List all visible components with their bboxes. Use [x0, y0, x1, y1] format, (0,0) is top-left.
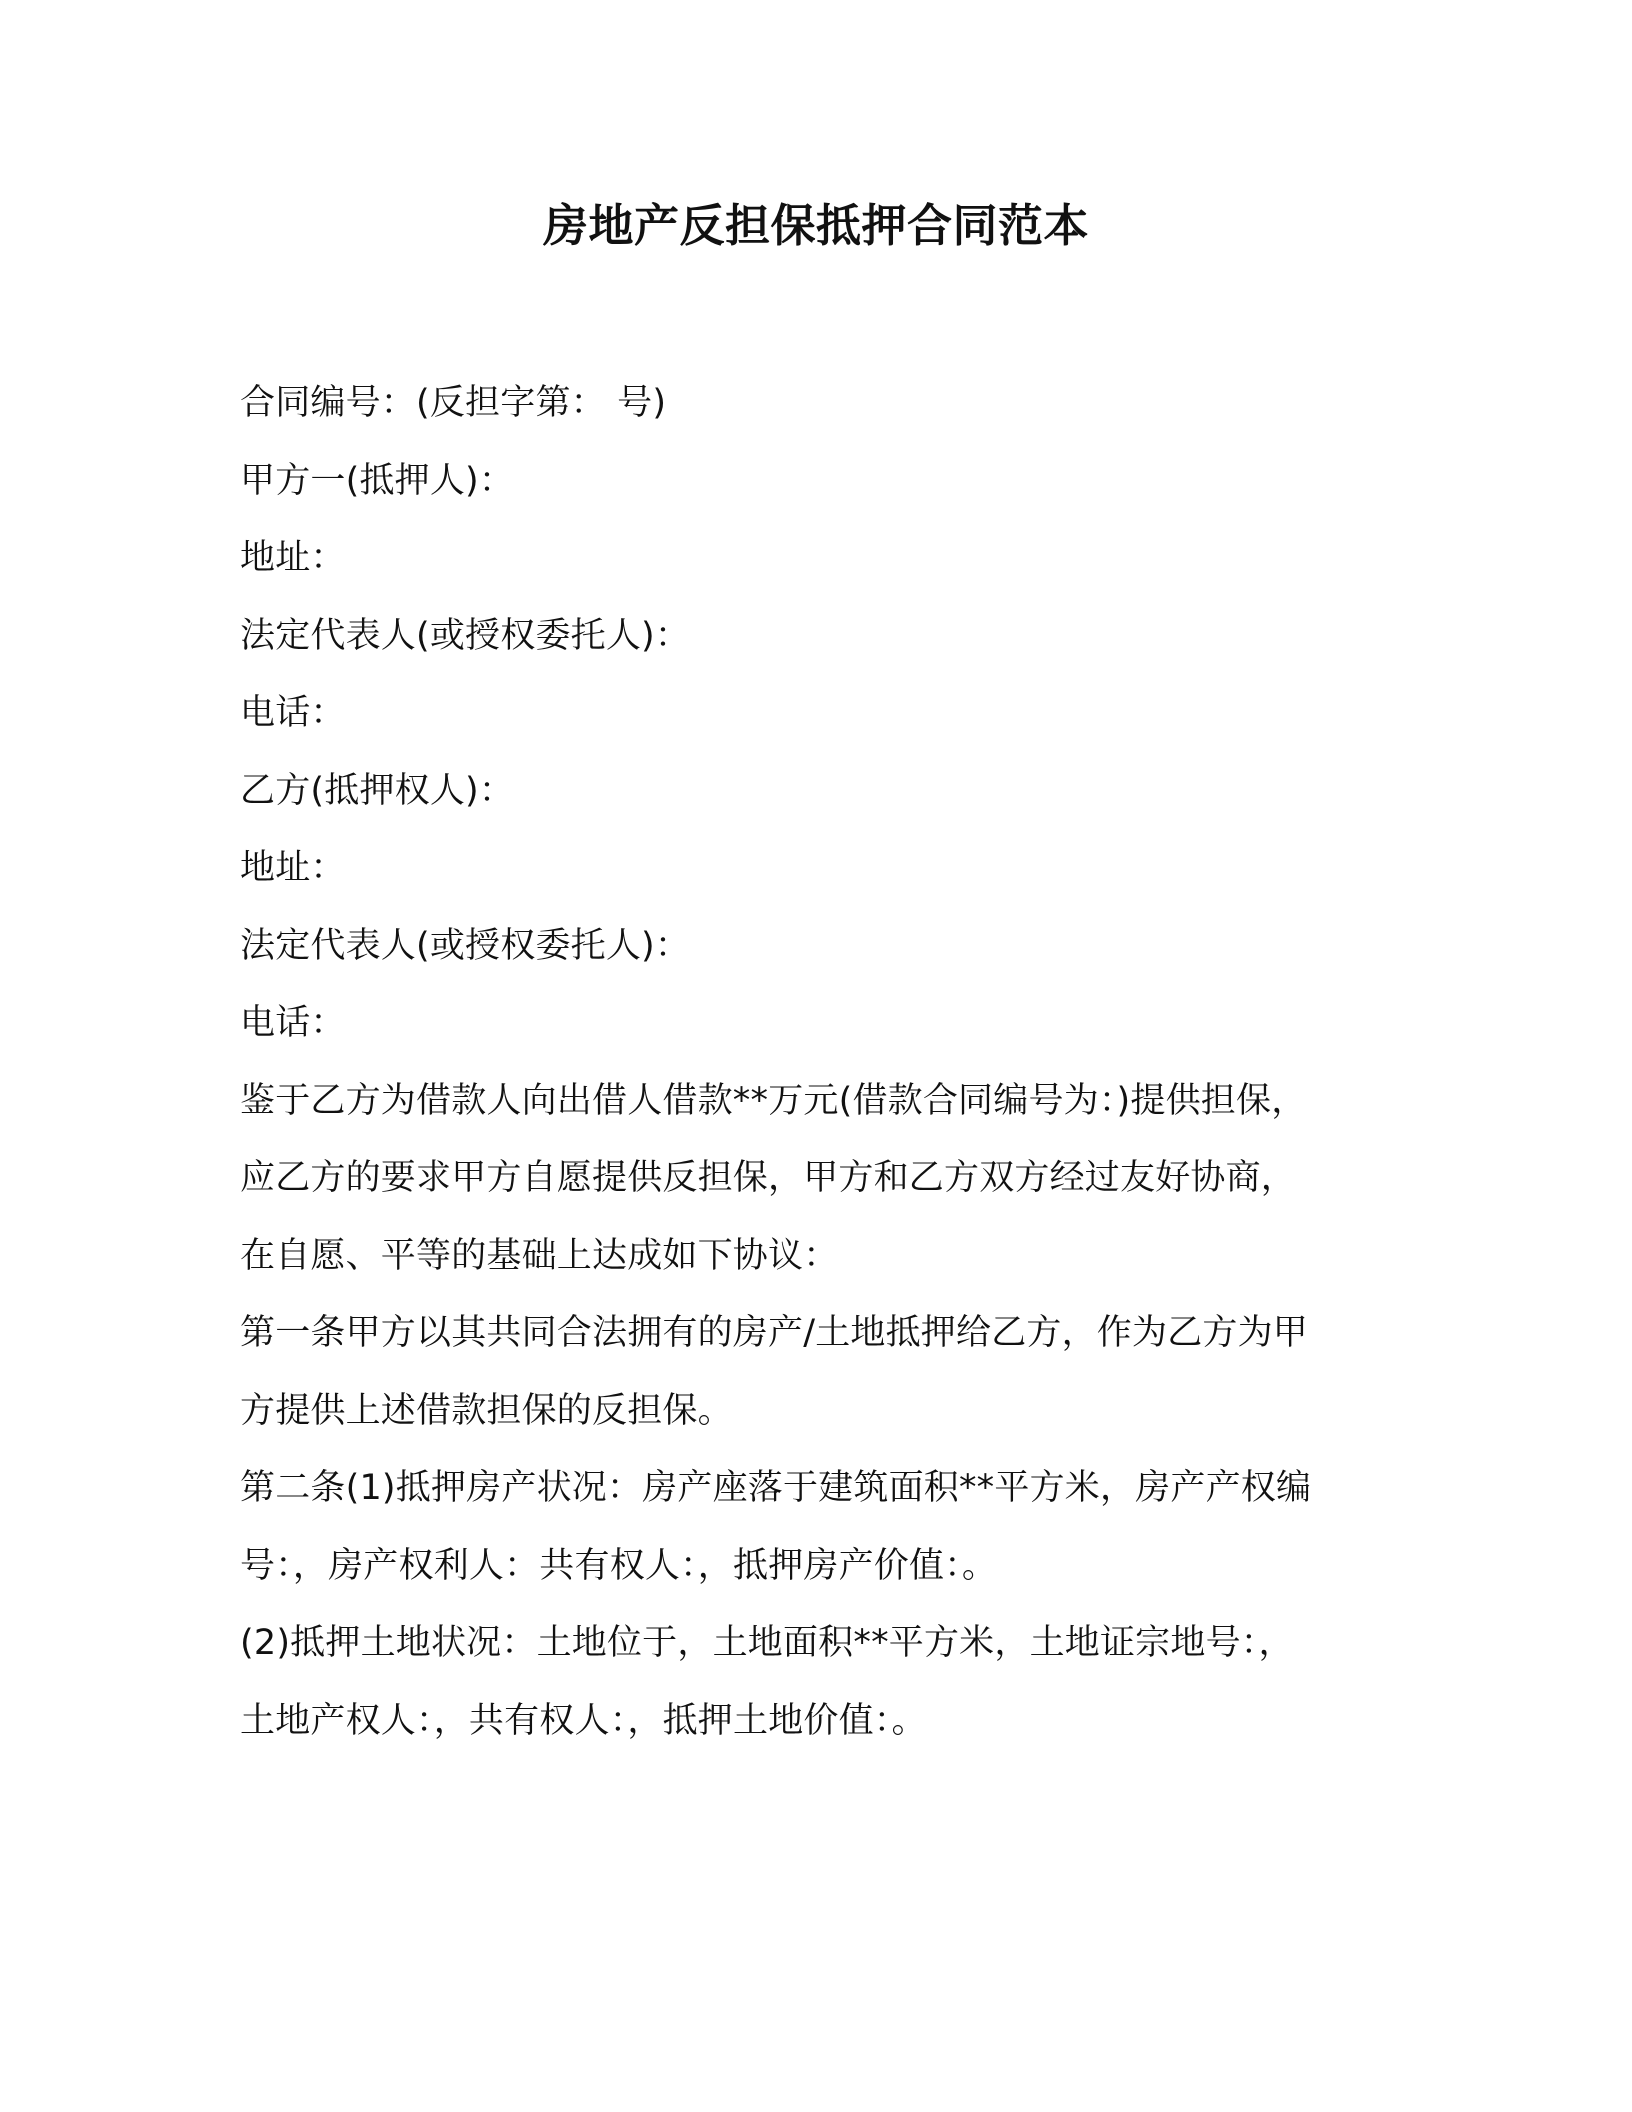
party-a-phone-line: 电话： — [240, 693, 346, 733]
party-b-phone-line: 电话： — [240, 1003, 346, 1043]
contract-number-line: 合同编号：(反担字第： 号) — [240, 383, 667, 423]
party-b-address-line: 地址： — [240, 848, 346, 888]
party-b-representative-line: 法定代表人(或授权委托人)： — [240, 925, 691, 966]
preamble-line-2: 应乙方的要求甲方自愿提供反担保，甲方和乙方双方经过友好协商， — [240, 1158, 1297, 1198]
document-body — [240, 365, 1410, 1760]
article-2-line-1: 第二条(1)抵押房产状况：房产座落于建筑面积**平方米，房产产权编 — [240, 1468, 1312, 1508]
article-2-line-4: 土地产权人：，共有权人：，抵押土地价值：。 — [240, 1700, 927, 1741]
party-b-line: 乙方(抵押权人)： — [240, 770, 515, 811]
article-2-line-3: (2)抵押土地状况：土地位于，土地面积**平方米，土地证宗地号：， — [240, 1623, 1294, 1663]
preamble-line-3: 在自愿、平等的基础上达成如下协议： — [240, 1235, 839, 1276]
party-a-representative-line: 法定代表人(或授权委托人)： — [240, 615, 691, 656]
document-title: 房地产反担保抵押合同范本 — [542, 199, 1089, 252]
article-1-line-2: 方提供上述借款担保的反担保。 — [240, 1390, 733, 1431]
article-2-line-2: 号：，房产权利人：共有权人：，抵押房产价值：。 — [240, 1545, 998, 1586]
party-a-line: 甲方一(抵押人)： — [240, 460, 515, 501]
article-1-line-1: 第一条甲方以其共同合法拥有的房产/土地抵押给乙方，作为乙方为甲 — [240, 1313, 1308, 1353]
preamble-line-1: 鉴于乙方为借款人向出借人借款**万元(借款合同编号为：)提供担保， — [240, 1080, 1307, 1121]
party-a-address-line: 地址： — [240, 538, 346, 578]
